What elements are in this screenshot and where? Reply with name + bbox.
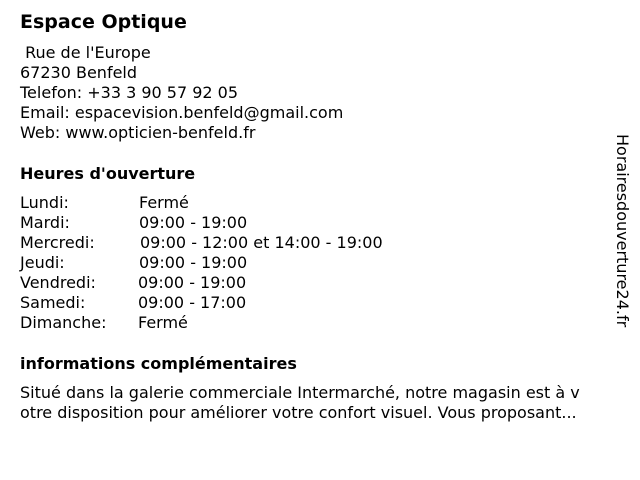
day-label: Lundi: [20,193,69,212]
street-address: Rue de l'Europe [20,43,151,62]
day-label: Samedi: [20,293,86,312]
day-hours: 09:00 - 19:00 [138,273,247,292]
phone-number: Telefon: +33 3 90 57 92 05 [20,83,239,102]
day-hours: 09:00 - 19:00 [139,213,248,232]
city-postcode: 67230 Benfeld [20,63,138,82]
info-line: Situé dans la galerie commerciale Intermarché, notre magasin est à v [20,383,580,402]
additional-info-text [20,383,632,423]
day-label: Jeudi: [20,253,65,272]
additional-info-heading: informations complémentaires [20,354,297,373]
email-address: Email: espacevision.benfeld@gmail.com [20,103,344,122]
day-hours: Fermé [138,313,188,332]
day-label: Mardi: [20,213,70,232]
day-label: Vendredi: [20,273,96,292]
opening-hours-heading: Heures d'ouverture [20,164,196,183]
day-hours: 09:00 - 17:00 [138,293,247,312]
day-hours: Fermé [139,193,189,212]
info-line: otre disposition pour améliorer votre confort visuel. Vous proposant... [20,403,577,422]
site-watermark: Horairesdouverture24.fr [613,134,632,328]
website-address: Web: www.opticien-benfeld.fr [20,123,256,142]
day-hours: 09:00 - 12:00 et 14:00 - 19:00 [140,233,383,252]
contact-block [20,43,343,143]
day-hours: 09:00 - 19:00 [139,253,248,272]
day-label: Dimanche: [20,313,107,332]
business-name: Espace Optique [20,11,187,33]
day-label: Mercredi: [20,233,95,252]
